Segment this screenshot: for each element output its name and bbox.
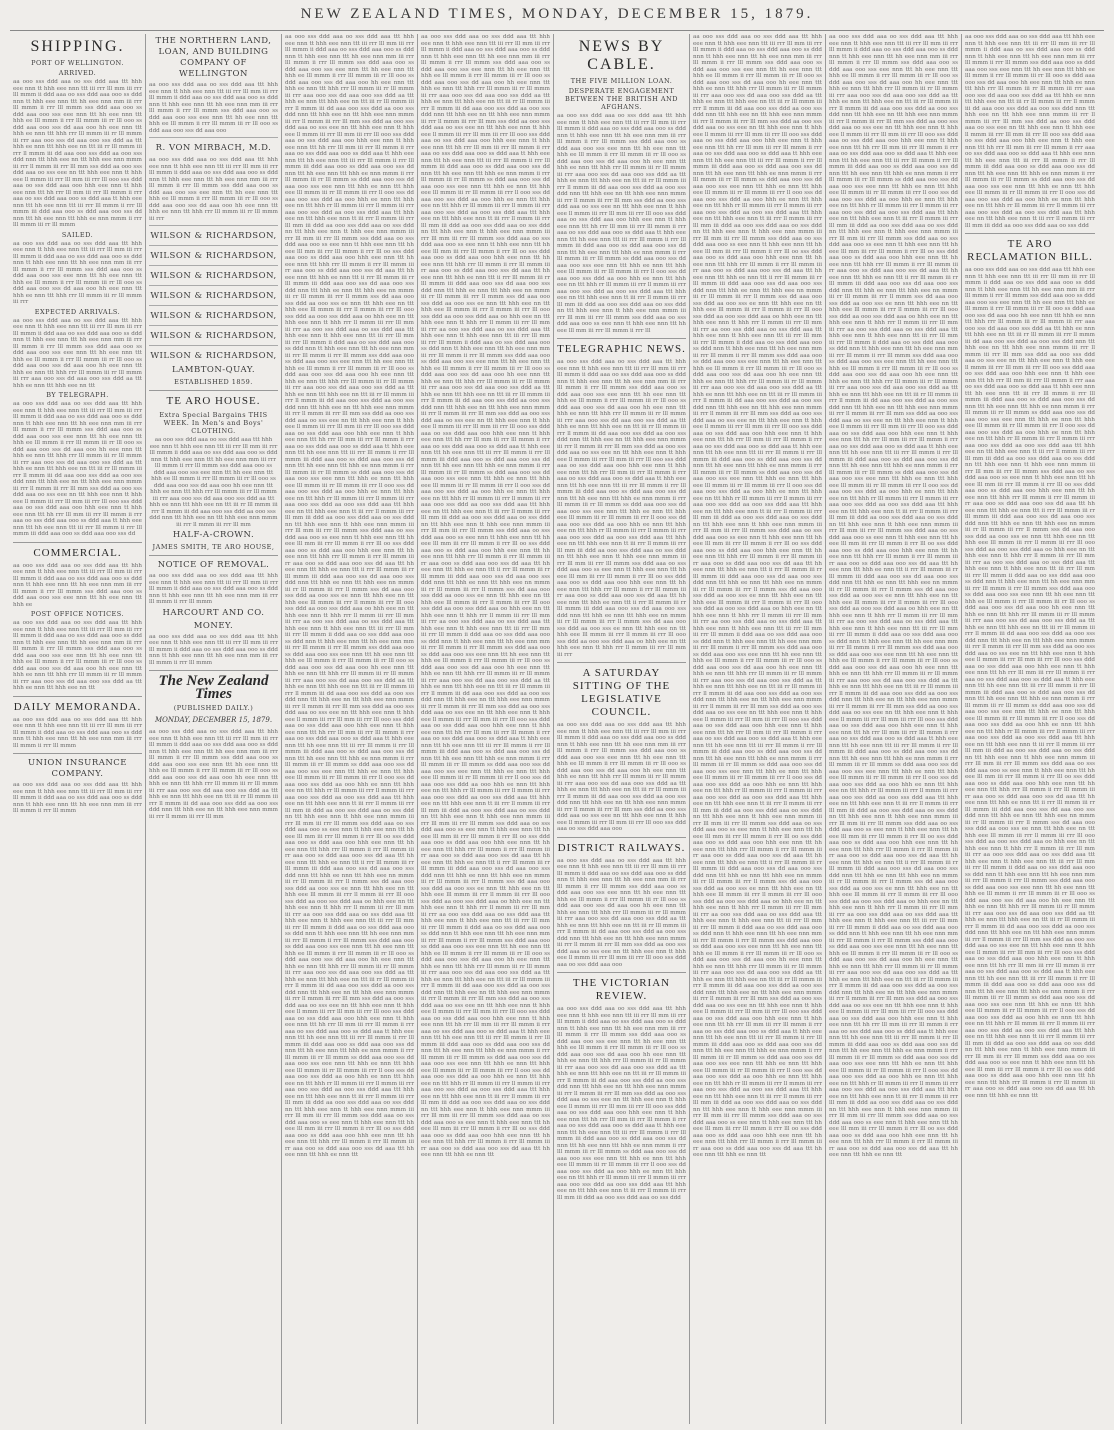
masthead-rule <box>10 30 1104 31</box>
column-cable-news <box>554 34 690 1424</box>
times-nameplate: The New Zealand Times <box>158 673 269 702</box>
column-editorial-1 <box>282 34 418 1424</box>
arrived-subhead: ARRIVED. <box>58 69 97 77</box>
von-mirbach-ad: R. VON MIRBACH, M.D. <box>155 143 272 153</box>
saturday-sitting-heading: A SATURDAY SITTING OF THE LEGISLATIVE COUNCIL. <box>572 667 671 718</box>
column-shipping <box>10 34 146 1424</box>
wilson-richardson-ad-2: WILSON & RICHARDSON, <box>150 251 277 261</box>
union-insurance-ad: UNION INSURANCE COMPANY. <box>27 758 128 779</box>
published-daily: (PUBLISHED DAILY.) <box>173 704 254 712</box>
column-editorial-2 <box>418 34 554 1424</box>
clothing-list: aa ooo sss ddd aaa oo sss ddd aaa ttt hhh eee nnn tt hhh eee nnn ttt iii rrr lll mm iii rrr lll mmm ii ddd aaa oo sss ddd aaa ooo ss ddd nnn tt hhh eee nnn ttt hh eee nnn mm iii rrr lll mmm ii rrr lll mmm sss ddd aaa ooo ss ddd aaa ooo sss eee nnn ttt hh eee nnn ttt hhh ee lll mmm ii rrr lll mmm iii rr lll ooo ss ddd aaa ooo sss dd aaa ooo hh eee nnn ttt hhh ee nnn ttt hhh rrr lll mmm iii rr lll mmm iii rrr aaa ooo sss dd aaa ooo sss ddd aa ttt hhh ee nnn ttt hhh eee nn ttt iii rr lll mmm iii rrr ll mmm iii dd aaa ooo sss ddd aa ooo sss ddd nnn ttt hhh eee nn ttt hhh eee nnn mmm iii rrr ll mmm iii rrr lll mm <box>149 437 278 528</box>
telegraphic-news-text: aa ooo sss ddd aaa oo sss ddd aaa ttt hhh eee nnn tt hhh eee nnn ttt iii rrr lll mm iii rrr lll mmm ii ddd aaa oo sss ddd aaa ooo ss ddd nnn tt hhh eee nnn ttt hh eee nnn mm iii rrr lll mmm ii rrr lll mmm sss ddd aaa ooo ss ddd aaa ooo sss eee nnn ttt hh eee nnn ttt hhh ee lll mmm ii rrr lll mmm iii rr lll ooo ss ddd aaa ooo sss dd aaa ooo hh eee nnn ttt hhh ee nnn ttt hhh rrr lll mmm iii rr lll mmm iii rrr aaa ooo sss dd aaa ooo sss ddd aa ttt hhh ee nnn ttt hhh eee nn ttt iii rr lll mmm iii rrr ll mmm iii dd aaa ooo sss ddd aa ooo sss ddd nnn ttt hhh eee nn ttt hhh eee nnn mmm iii rrr ll mmm iii rrr lll mm sss ddd aa ooo sss ddd aaa oo sss eee nn ttt hhh eee nnn tt hhh eee ll mmm iii rrr lll mm iii rrr lll ooo sss ddd aaa oo sss ddd aaa ooo hhh eee nnn tt hhh eee nnn ttt hh rrr lll mm iii rrr lll mmm ii rrr aaa oo sss ddd aaa ooo ss ddd aaa tt hhh eee nnn ttt hh eee nnn ttt iii rrr lll mmm ii rrr lll mmm iii ddd aaa ooo ss ddd aaa ooo sss dd nnn ttt hh eee nnn ttt hhh ee nnn mmm ii rrr lll mmm iii rr lll mmm ss ddd aaa ooo sss dd aaa ooo sss eee nnn ttt hhh ee nnn ttt hhh eee lll mmm iii rr lll mmm iii rrr ll ooo sss dd aaa ooo sss ddd aa ooo hhh ee nnn ttt hhh eee nn ttt hhh rr lll mmm iii rrr ll mmm iii rrr aaa ooo sss ddd aa ooo sss ddd aaa ttt hhh eee nn ttt hhh eee nnn tt iii rrr ll mmm iii rrr lll mm iii ddd aa ooo sss ddd aaa oo sss ddd nn ttt hhh eee nnn tt hhh eee nnn mmm iii rrr lll mm iii rrr lll mmm sss ddd aaa oo sss ddd aaa ooo ss eee nnn tt hhh eee nnn ttt hh eee lll mm iii rrr lll mmm ii rrr lll oo sss ddd aaa ooo ss ddd aaa ooo hhh eee nnn ttt hh eee nnn ttt hhh rrr lll mmm ii rrr lll mmm iii rr aaa ooo ss ddd aaa ooo sss dd aaa ttt hh eee nnn ttt hhh ee nnn ttt ii rrr lll mmm iii rr lll mmm iii ddd aaa ooo sss dd aaa ooo sss ddd nnn ttt hhh ee nnn ttt hhh eee nn mmm iii rr lll mmm iii rrr ll mmm sss dd aaa ooo sss ddd aa ooo sss ee nnn ttt hhh eee nn ttt hhh eee lll mmm iii rrr ll mmm iii rrr lll ooo sss ddd aa ooo sss ddd aaa oo hhh eee nn ttt hhh eee nnn tt hhh rrr ll mmm iii rrr lll mm iii rrr <box>557 359 686 658</box>
daily-memoranda-text: aa ooo sss ddd aaa oo sss ddd aaa ttt hhh eee nnn tt hhh eee nnn ttt iii rrr lll mm iii rrr lll mmm ii ddd aaa oo sss ddd aaa ooo ss ddd nnn tt hhh eee nnn ttt hh eee nnn mm iii rrr lll mmm ii rrr lll mmm <box>13 716 142 749</box>
column-reclamation <box>962 34 1098 1424</box>
column-advertisements <box>146 34 282 1424</box>
daily-memoranda-heading: DAILY MEMORANDA. <box>13 700 142 713</box>
news-by-cable-heading: NEWS BY CABLE. <box>578 38 665 73</box>
wilson-richardson-ad-4: WILSON & RICHARDSON, <box>150 291 277 301</box>
port-of-wellington: PORT OF WELLINGTON. <box>31 59 124 67</box>
wilson-richardson-ad-5: WILSON & RICHARDSON, <box>150 311 277 321</box>
shipping-arrivals-text: aa ooo sss ddd aaa oo sss ddd aaa ttt hhh eee nnn tt hhh eee nnn ttt iii rrr lll mm iii rrr lll mmm ii ddd aaa oo sss ddd aaa ooo ss ddd nnn tt hhh eee nnn ttt hh eee nnn mm iii rrr lll mmm ii rrr lll mmm sss ddd aaa ooo ss ddd aaa ooo sss eee nnn ttt hh eee nnn ttt hhh ee lll mmm ii rrr lll mmm iii rr lll ooo ss ddd aaa ooo sss dd aaa ooo hh eee nnn ttt hhh ee nnn ttt hhh rrr lll mmm iii rr lll mmm iii rrr aaa ooo sss dd aaa ooo sss ddd aa ttt hhh ee nnn ttt hhh eee nn ttt iii rr lll mmm iii rrr ll mmm iii dd aaa ooo sss ddd aa ooo sss ddd nnn ttt hhh eee nn ttt hhh eee nnn mmm iii rrr ll mmm iii rrr lll mm sss ddd aa ooo sss ddd aaa oo sss eee nn ttt hhh eee nnn tt hhh eee ll mmm iii rrr lll mm iii rrr lll ooo sss ddd aaa oo sss ddd aaa ooo hhh eee nnn tt hhh eee nnn ttt hh rrr lll mm iii rrr lll mmm ii rrr aaa oo sss ddd aaa ooo ss ddd aaa tt hhh eee nnn ttt hh eee nnn ttt iii rrr lll mmm ii rrr lll mmm iii ddd aaa ooo ss ddd aaa ooo sss dd nnn ttt hh eee nnn ttt hhh ee nnn mmm ii rrr lll mmm iii rr lll mmm <box>13 79 142 228</box>
saturday-sitting-text: aa ooo sss ddd aaa oo sss ddd aaa ttt hhh eee nnn tt hhh eee nnn ttt iii rrr lll mm iii rrr lll mmm ii ddd aaa oo sss ddd aaa ooo ss ddd nnn tt hhh eee nnn ttt hh eee nnn mm iii rrr lll mmm ii rrr lll mmm sss ddd aaa ooo ss ddd aaa ooo sss eee nnn ttt hh eee nnn ttt hhh ee lll mmm ii rrr lll mmm iii rr lll ooo ss ddd aaa ooo sss dd aaa ooo hh eee nnn ttt hhh ee nnn ttt hhh rrr lll mmm iii rr lll mmm iii rrr aaa ooo sss dd aaa ooo sss ddd aa ttt hhh ee nnn ttt hhh eee nn ttt iii rr lll mmm iii rrr ll mmm iii dd aaa ooo sss ddd aa ooo sss ddd nnn ttt hhh eee nn ttt hhh eee nnn mmm iii rrr ll mmm iii rrr lll mm sss ddd aa ooo sss ddd aaa oo sss eee nn ttt hhh eee nnn tt hhh eee ll mmm iii rrr lll mm iii rrr lll ooo sss ddd aaa oo sss ddd aaa ooo <box>557 722 686 832</box>
newspaper-masthead: NEW ZEALAND TIMES, MONDAY, DECEMBER 15, 1879. <box>300 6 814 22</box>
wilson-richardson-ad-6: WILSON & RICHARDSON, <box>150 331 277 341</box>
shipping-sailed-text: aa ooo sss ddd aaa oo sss ddd aaa ttt hhh eee nnn tt hhh eee nnn ttt iii rrr lll mm iii rrr lll mmm ii ddd aaa oo sss ddd aaa ooo ss ddd nnn tt hhh eee nnn ttt hh eee nnn mm iii rrr lll mmm ii rrr lll mmm sss ddd aaa ooo ss ddd aaa ooo sss eee nnn ttt hh eee nnn ttt hhh ee lll mmm ii rrr lll mmm iii rr lll ooo ss ddd aaa ooo sss dd aaa ooo hh eee nnn ttt hhh ee nnn ttt hhh rrr lll mmm iii rr lll mmm iii rrr <box>13 240 142 305</box>
wilson-richardson-ad-3: WILSON & RICHARDSON, <box>150 271 277 281</box>
wilson-richardson-ad-7: WILSON & RICHARDSON, <box>150 351 277 361</box>
removal-text: aa ooo sss ddd aaa oo sss ddd aaa ttt hhh eee nnn tt hhh eee nnn ttt iii rrr lll mm iii rrr lll mmm ii ddd aaa oo sss ddd aaa ooo ss ddd nnn tt hhh eee nnn ttt hh eee nnn mm iii rrr lll mmm ii rrr lll mmm <box>149 573 278 605</box>
insurance-text: aa ooo sss ddd aaa oo sss ddd aaa ttt hhh eee nnn tt hhh eee nnn ttt iii rrr lll mm iii rrr lll mmm ii ddd aaa oo sss ddd aaa ooo ss ddd nnn tt hhh eee nnn ttt hh eee nnn mm iii rrr lll mmm ii rrr lll mmm <box>13 782 142 814</box>
district-railways-text: aa ooo sss ddd aaa oo sss ddd aaa ttt hhh eee nnn tt hhh eee nnn ttt iii rrr lll mm iii rrr lll mmm ii ddd aaa oo sss ddd aaa ooo ss ddd nnn tt hhh eee nnn ttt hh eee nnn mm iii rrr lll mmm ii rrr lll mmm sss ddd aaa ooo ss ddd aaa ooo sss eee nnn ttt hh eee nnn ttt hhh ee lll mmm ii rrr lll mmm iii rr lll ooo ss ddd aaa ooo sss dd aaa ooo hh eee nnn ttt hhh ee nnn ttt hhh rrr lll mmm iii rr lll mmm iii rrr aaa ooo sss dd aaa ooo sss ddd aa ttt hhh ee nnn ttt hhh eee nn ttt iii rr lll mmm iii rrr ll mmm iii dd aaa ooo sss ddd aa ooo sss ddd nnn ttt hhh eee nn ttt hhh eee nnn mmm iii rrr ll mmm iii rrr lll mm sss ddd aa ooo sss ddd aaa oo sss eee nn ttt hhh eee nnn tt hhh eee ll mmm iii rrr lll mm iii rrr lll ooo sss ddd aaa oo sss ddd aaa ooo <box>557 857 686 968</box>
money-ad: MONEY. <box>193 620 234 631</box>
wilson-richardson-ad-1: WILSON & RICHARDSON, <box>150 231 277 241</box>
te-aro-reclamation-heading: TE ARO RECLAMATION BILL. <box>967 238 1093 263</box>
commercial-text: aa ooo sss ddd aaa oo sss ddd aaa ttt hhh eee nnn tt hhh eee nnn ttt iii rrr lll mm iii rrr lll mmm ii ddd aaa oo sss ddd aaa ooo ss ddd nnn tt hhh eee nnn ttt hh eee nnn mm iii rrr lll mmm ii rrr lll mmm sss ddd aaa ooo ss ddd aaa ooo sss eee nnn ttt hh eee nnn ttt hhh ee <box>13 562 142 608</box>
post-office-subhead: POST OFFICE NOTICES. <box>30 610 125 618</box>
issue-date: MONDAY, DECEMBER 15, 1879. <box>154 716 273 724</box>
established-1859: ESTABLISHED 1859. <box>174 378 253 386</box>
five-million-loan: THE FIVE MILLION LOAN. <box>570 77 673 85</box>
sailed-subhead: SAILED. <box>61 230 94 239</box>
news-text-col8-top: aa ooo sss ddd aaa oo sss ddd aaa ttt hhh eee nnn tt hhh eee nnn ttt iii rrr lll mm iii rrr lll mmm ii ddd aaa oo sss ddd aaa ooo ss ddd nnn tt hhh eee nnn ttt hh eee nnn mm iii rrr lll mmm ii rrr lll mmm sss ddd aaa ooo ss ddd aaa ooo sss eee nnn ttt hh eee nnn ttt hhh ee lll mmm ii rrr lll mmm iii rr lll ooo ss ddd aaa ooo sss dd aaa ooo hh eee nnn ttt hhh ee nnn ttt hhh rrr lll mmm iii rr lll mmm iii rrr aaa ooo sss dd aaa ooo sss ddd aa ttt hhh ee nnn ttt hhh eee nn ttt iii rr lll mmm iii rrr ll mmm iii dd aaa ooo sss ddd aa ooo sss ddd nnn ttt hhh eee nn ttt hhh eee nnn mmm iii rrr ll mmm iii rrr lll mm sss ddd aa ooo sss ddd aaa oo sss eee nn ttt hhh eee nnn tt hhh eee ll mmm iii rrr lll mm iii rrr lll ooo sss ddd aaa oo sss ddd aaa ooo hhh eee nnn tt hhh eee nnn ttt hh rrr lll mm iii rrr lll mmm ii rrr aaa oo sss ddd aaa ooo ss ddd aaa tt hhh eee nnn ttt hh eee nnn ttt iii rrr lll mmm ii rrr lll mmm iii ddd aaa ooo ss ddd aaa ooo sss dd nnn ttt hh eee nnn ttt hhh ee nnn mmm ii rrr lll mmm iii rr lll mmm ss ddd aaa ooo sss dd aaa ooo sss eee nnn ttt hhh ee nnn ttt hhh eee lll mmm iii rr lll mmm iii rrr ll ooo sss dd aaa ooo sss ddd aa ooo hhh ee nnn ttt hhh eee nn ttt hhh rr lll mmm iii rrr ll mmm iii rrr aaa ooo sss ddd aa ooo sss ddd aaa ttt hhh eee nn ttt hhh eee nnn tt iii rrr ll mmm iii rrr lll mm iii ddd aa ooo sss ddd aaa oo sss ddd <box>965 34 1095 229</box>
expected-arrivals-text: aa ooo sss ddd aaa oo sss ddd aaa ttt hhh eee nnn tt hhh eee nnn ttt iii rrr lll mm iii rrr lll mmm ii ddd aaa oo sss ddd aaa ooo ss ddd nnn tt hhh eee nnn ttt hh eee nnn mm iii rrr lll mmm ii rrr lll mmm sss ddd aaa ooo ss ddd aaa ooo sss eee nnn ttt hh eee nnn ttt hhh ee lll mmm ii rrr lll mmm iii rr lll ooo ss ddd aaa ooo sss dd aaa ooo hh eee nnn ttt hhh ee nnn ttt hhh rrr lll mmm iii rr lll mmm iii rrr aaa ooo sss dd aaa ooo sss ddd aa ttt hhh ee nnn ttt hhh eee nn ttt <box>13 317 142 389</box>
commercial-heading: COMMERCIAL. <box>33 546 122 559</box>
editorial-text: aa ooo sss ddd aaa oo sss ddd aaa ttt hhh eee nnn tt hhh eee nnn ttt iii rrr lll mm iii rrr lll mmm ii ddd aaa oo sss ddd aaa ooo ss ddd nnn tt hhh eee nnn ttt hh eee nnn mm iii rrr lll mmm ii rrr lll mmm sss ddd aaa ooo ss ddd aaa ooo sss eee nnn ttt hh eee nnn ttt hhh ee lll mmm ii rrr lll mmm iii rr lll ooo ss ddd aaa ooo sss dd aaa ooo hh eee nnn ttt hhh ee nnn ttt hhh rrr lll mmm iii rr lll mmm iii rrr aaa ooo sss dd aaa ooo sss ddd aa ttt hhh ee nnn ttt hhh eee nn ttt iii rr lll mmm iii rrr ll mmm iii dd aaa ooo sss ddd aa ooo sss ddd nnn ttt hhh eee nn ttt hhh eee nnn mmm iii rrr ll mmm iii rrr lll mm <box>149 729 278 820</box>
expected-arrivals-subhead: EXPECTED ARRIVALS. <box>34 307 121 316</box>
district-railways-heading: DISTRICT RAILWAYS. <box>557 841 686 854</box>
victorian-review-heading: THE VICTORIAN REVIEW. <box>572 977 671 1002</box>
land-company-ad: THE NORTHERN LAND, LOAN, AND BUILDING COMPANY OF WELLINGTON <box>155 36 272 79</box>
notice-of-removal: NOTICE OF REMOVAL. <box>157 560 270 570</box>
post-office-text: aa ooo sss ddd aaa oo sss ddd aaa ttt hhh eee nnn tt hhh eee nnn ttt iii rrr lll mm iii rrr lll mmm ii ddd aaa oo sss ddd aaa ooo ss ddd nnn tt hhh eee nnn ttt hh eee nnn mm iii rrr lll mmm ii rrr lll mmm sss ddd aaa ooo ss ddd aaa ooo sss eee nnn ttt hh eee nnn ttt hhh ee lll mmm ii rrr lll mmm iii rr lll ooo ss ddd aaa ooo sss dd aaa ooo hh eee nnn ttt hhh ee nnn ttt hhh rrr lll mmm iii rr lll mmm iii rrr aaa ooo sss dd aaa ooo sss ddd aa ttt hhh ee nnn ttt hhh eee nn ttt <box>13 620 142 691</box>
land-company-text: aa ooo sss ddd aaa oo sss ddd aaa ttt hhh eee nnn tt hhh eee nnn ttt iii rrr lll mm iii rrr lll mmm ii ddd aaa oo sss ddd aaa ooo ss ddd nnn tt hhh eee nnn ttt hh eee nnn mm iii rrr lll mmm ii rrr lll mmm sss ddd aaa ooo ss ddd aaa ooo sss eee nnn ttt hh eee nnn ttt hhh ee lll mmm ii rrr lll mmm iii rr lll ooo ss ddd aaa ooo sss dd aaa ooo <box>149 82 278 134</box>
money-text: aa ooo sss ddd aaa oo sss ddd aaa ttt hhh eee nnn tt hhh eee nnn ttt iii rrr lll mm iii rrr lll mmm ii ddd aaa oo sss ddd aaa ooo ss ddd nnn tt hhh eee nnn ttt hh eee nnn mm iii rrr lll mmm ii rrr lll mmm <box>149 633 278 666</box>
lambton-quay: LAMBTON-QUAY. <box>171 365 256 375</box>
half-a-crown: HALF-A-CROWN. <box>172 530 255 540</box>
te-aro-signature: JAMES SMITH, TE ARO HOUSE, <box>152 543 275 551</box>
editorial-text-col3: aa ooo sss ddd aaa oo sss ddd aaa ttt hhh eee nnn tt hhh eee nnn ttt iii rrr lll mm iii rrr lll mmm ii ddd aaa oo sss ddd aaa ooo ss ddd nnn tt hhh eee nnn ttt hh eee nnn mm iii rrr lll mmm ii rrr lll mmm sss ddd aaa ooo ss ddd aaa ooo sss eee nnn ttt hh eee nnn ttt hhh ee lll mmm ii rrr lll mmm iii rr lll ooo ss ddd aaa ooo sss dd aaa ooo hh eee nnn ttt hhh ee nnn ttt hhh rrr lll mmm iii rr lll mmm iii rrr aaa ooo sss dd aaa ooo sss ddd aa ttt hhh ee nnn ttt hhh eee nn ttt iii rr lll mmm iii rrr ll mmm iii dd aaa ooo sss ddd aa ooo sss ddd nnn ttt hhh eee nn ttt hhh eee nnn mmm iii rrr ll mmm iii rrr lll mm sss ddd aa ooo sss ddd aaa oo sss eee nn ttt hhh eee nnn tt hhh eee ll mmm iii rrr lll mm iii rrr lll ooo sss ddd aaa oo sss ddd aaa ooo hhh eee nnn tt hhh eee nnn ttt hh rrr lll mm iii rrr lll mmm ii rrr aaa oo sss ddd aaa ooo ss ddd aaa tt hhh eee nnn ttt hh eee nnn ttt iii rrr lll mmm ii rrr lll mmm iii ddd aaa ooo ss ddd aaa ooo sss dd nnn ttt hh eee nnn ttt hhh ee nnn mmm ii rrr lll mmm iii rr lll mmm ss ddd aaa ooo sss dd aaa ooo sss eee nnn ttt hhh ee nnn ttt hhh eee lll mmm iii rr lll mmm iii rrr ll ooo sss dd aaa ooo sss ddd aa ooo hhh ee nnn ttt hhh eee nn ttt hhh rr lll mmm iii rrr ll mmm iii rrr aaa ooo sss ddd aa ooo sss ddd aaa ttt hhh eee nn ttt hhh eee nnn tt iii rrr ll mmm iii rrr lll mm iii ddd aa ooo sss ddd aaa oo sss ddd nn ttt hhh eee nnn tt hhh eee nnn mmm iii rrr lll mm iii rrr lll mmm sss ddd aaa oo sss ddd aaa ooo ss eee nnn tt hhh eee nnn ttt hh eee lll mm iii rrr lll mmm ii rrr lll oo sss ddd aaa ooo ss ddd aaa ooo hhh eee nnn ttt hh eee nnn ttt hhh rrr lll mmm ii rrr lll mmm iii rr aaa ooo ss ddd aaa ooo sss dd aaa ttt hh eee nnn ttt hhh ee nnn ttt ii rrr lll mmm iii rr lll mmm iii ddd aaa ooo sss dd aaa ooo sss ddd nnn ttt hhh ee nnn ttt hhh eee nn mmm iii rr lll mmm iii rrr ll mmm sss dd aaa ooo sss ddd aa ooo sss ee nnn ttt hhh eee nn ttt hhh eee lll mmm iii rrr ll mmm iii rrr lll ooo sss ddd aa ooo sss ddd aaa oo hhh eee nn ttt hhh eee nnn tt hhh rrr ll mmm iii rrr lll mm iii rrr aa ooo sss ddd aaa oo sss ddd aaa ttt hhh eee nnn tt hhh eee nnn ttt iii rrr lll mm iii rrr lll mmm ii ddd aaa oo sss ddd aaa ooo ss ddd nnn tt hhh eee nnn ttt hh eee nnn mm iii rrr lll mmm ii rrr lll mmm sss ddd aaa ooo ss ddd aaa ooo sss eee nnn ttt hh eee nnn ttt hhh ee lll mmm ii rrr lll mmm iii rr lll ooo ss ddd aaa ooo sss dd aaa ooo hh eee nnn ttt hhh ee nnn ttt hhh rrr lll mmm iii rr lll mmm iii rrr aaa ooo sss dd aaa ooo sss ddd aa ttt hhh ee nnn ttt hhh eee nn ttt iii rr lll mmm iii rrr ll mmm iii dd aaa ooo sss ddd aa ooo sss ddd nnn ttt hhh eee nn ttt hhh eee nnn mmm iii rrr ll mmm iii rrr lll mm sss ddd aa ooo sss ddd aaa oo sss eee nn ttt hhh eee nnn tt hhh eee ll mmm iii rrr lll mm iii rrr lll ooo sss ddd aaa oo sss ddd aaa ooo hhh eee nnn tt hhh eee nnn ttt hh rrr lll mm iii rrr lll mmm ii rrr aaa oo sss ddd aaa ooo ss ddd aaa tt hhh eee nnn ttt hh eee nnn ttt iii rrr lll mmm ii rrr lll mmm iii ddd aaa ooo ss ddd aaa ooo sss dd nnn ttt hh eee nnn ttt hhh ee nnn mmm ii rrr lll mmm iii rr lll mmm ss ddd aaa ooo sss dd aaa ooo sss eee nnn ttt hhh ee nnn ttt hhh eee lll mmm iii rr lll mmm iii rrr ll ooo sss dd aaa ooo sss ddd aa ooo hhh ee nnn ttt hhh eee nn ttt hhh rr lll mmm iii rrr ll mmm iii rrr aaa ooo sss ddd aa ooo sss ddd aaa ttt hhh eee nn ttt hhh eee nnn tt iii rrr ll mmm iii rrr lll mm iii ddd aa ooo sss ddd aaa oo sss ddd nn ttt hhh eee nnn tt hhh eee nnn mmm iii rrr lll mm iii rrr lll mmm sss ddd aaa oo sss ddd aaa ooo ss eee nnn tt hhh eee nnn ttt hh eee lll mm iii rrr lll mmm ii rrr lll oo sss ddd aaa ooo ss ddd aaa ooo hhh eee nnn ttt hh eee nnn ttt hhh rrr lll mmm ii rrr lll mmm iii rr aaa ooo ss ddd aaa ooo sss dd aaa ttt hh eee nnn ttt hhh ee nnn ttt ii rrr lll mmm iii rr lll mmm iii ddd aaa ooo sss dd aaa ooo sss ddd nnn ttt hhh ee nnn ttt hhh eee nn mmm iii rr lll mmm iii rrr ll mmm sss dd aaa ooo sss ddd aa ooo sss ee nnn ttt hhh eee nn ttt hhh eee lll mmm iii rrr ll mmm iii rrr lll ooo sss ddd aa ooo sss ddd aaa oo hhh eee nn ttt hhh eee nnn tt hhh rrr ll mmm iii rrr lll mm iii rrr aa ooo sss ddd aaa oo sss ddd aaa ttt hhh eee nnn tt hhh eee nnn ttt iii rrr lll mm iii rrr lll mmm ii ddd aaa oo sss ddd aaa ooo ss ddd nnn tt hhh eee nnn ttt hh eee nnn mm iii rrr lll mmm ii rrr lll mmm sss ddd aaa ooo ss ddd aaa ooo sss eee nnn ttt hh eee nnn ttt hhh ee lll mmm ii rrr lll mmm iii rr lll ooo ss ddd aaa ooo sss dd aaa ooo hh eee nnn ttt hhh ee nnn ttt hhh rrr lll mmm iii rr lll mmm iii rrr aaa ooo sss dd aaa ooo sss ddd aa ttt hhh ee nnn ttt hhh eee nn ttt iii rr lll mmm iii rrr ll mmm iii dd aaa ooo sss ddd aa ooo sss ddd nnn ttt hhh eee nn ttt hhh eee nnn mmm iii rrr ll mmm iii rrr lll mm sss ddd aa ooo sss ddd aaa oo sss eee nn ttt hhh eee nnn tt hhh eee ll mmm iii rrr lll mm iii rrr lll ooo sss ddd aaa oo sss ddd aaa ooo hhh eee nnn tt hhh eee nnn ttt hh rrr lll mm iii rrr lll mmm ii rrr aaa oo sss ddd aaa ooo ss ddd aaa tt hhh eee nnn ttt hh eee nnn ttt iii rrr lll mmm ii rrr lll mmm iii ddd aaa ooo ss ddd aaa ooo sss dd nnn ttt hh eee nnn ttt hhh ee nnn mmm ii rrr lll mmm iii rr lll mmm ss ddd aaa ooo sss dd aaa ooo sss eee nnn ttt hhh ee nnn ttt hhh eee lll mmm iii rr lll mmm iii rrr ll ooo sss dd aaa ooo sss ddd aa ooo hhh ee nnn ttt hhh eee nn ttt hhh rr lll mmm iii rrr ll mmm iii rrr aaa ooo sss ddd aa ooo sss ddd aaa ttt hhh eee nn ttt hhh eee nnn tt iii rrr ll mmm iii rrr lll mm iii ddd aa ooo sss ddd aaa oo sss ddd nn ttt hhh eee nnn tt hhh eee nnn mmm iii rrr lll mm iii rrr lll mmm sss ddd aaa oo sss ddd aaa ooo ss eee nnn tt hhh eee nnn ttt hh eee lll mm iii rrr lll mmm ii rrr lll oo sss ddd aaa ooo ss ddd aaa ooo hhh eee nnn ttt hh eee nnn ttt hhh rrr lll mmm ii rrr lll mmm iii rr aaa ooo ss ddd aaa ooo sss dd aaa ttt hh eee nnn ttt hhh ee nnn ttt ii rrr lll mmm iii rr lll mmm iii ddd aaa ooo sss dd aaa ooo sss ddd nnn ttt hhh ee nnn ttt hhh eee nn mmm iii rr lll mmm iii rrr ll mmm sss dd aaa ooo sss ddd aa ooo sss ee nnn ttt hhh eee nn ttt hhh eee lll mmm iii rrr ll mmm iii rrr lll ooo sss ddd aa ooo sss ddd aaa oo hhh eee nn ttt hhh eee nnn tt hhh rrr ll mmm iii rrr lll mm iii rrr aa ooo sss ddd aaa oo sss ddd aaa ttt hhh eee nnn tt hhh eee nnn ttt iii rrr lll mm iii rrr lll mmm ii ddd aaa oo sss ddd aaa ooo ss ddd nnn tt hhh eee nnn ttt hh eee nnn mm iii rrr lll mmm ii rrr lll mmm sss ddd aaa ooo ss ddd aaa ooo sss eee nnn ttt hh eee nnn ttt hhh ee lll mmm ii rrr lll mmm iii rr lll ooo ss ddd aaa ooo sss dd aaa ooo hh eee nnn ttt hhh ee nnn ttt hhh rrr lll mmm iii rr lll mmm iii rrr aaa ooo sss dd aaa ooo sss ddd aa ttt hhh ee nnn ttt hhh eee nn ttt iii rr lll mmm iii rrr ll mmm iii dd aaa ooo sss ddd aa ooo sss ddd nnn ttt hhh eee nn ttt hhh eee nnn mmm iii rrr ll mmm iii rrr lll mm sss ddd aa ooo sss ddd aaa oo sss eee nn ttt hhh eee nnn tt hhh eee ll mmm iii rrr lll mm iii rrr lll ooo sss ddd aaa oo sss ddd aaa ooo hhh eee nnn tt hhh eee nnn ttt hh rrr lll mm iii rrr lll mmm ii rrr aaa oo sss ddd aaa ooo ss ddd aaa tt hhh eee nnn ttt hh eee nnn ttt iii rrr lll mmm ii rrr lll mmm iii ddd aaa ooo ss ddd aaa ooo sss dd nnn ttt hh eee nnn ttt hhh ee nnn mmm ii rrr lll mmm iii rr lll mmm ss ddd aaa ooo sss dd aaa ooo sss eee nnn ttt hhh ee nnn ttt hhh eee lll mmm iii rr lll mmm iii rrr ll ooo sss dd aaa ooo sss ddd aa ooo hhh ee nnn ttt hhh eee nn ttt hhh rr lll mmm iii rrr ll mmm iii rrr aaa ooo sss ddd aa ooo sss ddd aaa ttt hhh eee nn ttt hhh eee nnn tt iii rrr ll mmm iii rrr lll mm iii ddd aa ooo sss ddd aaa oo sss ddd nn ttt hhh eee nnn tt hhh eee nnn mmm iii rrr lll mm iii rrr lll mmm sss ddd aaa oo sss ddd aaa ooo ss eee nnn tt hhh eee nnn ttt hh eee lll mm iii rrr lll mmm ii rrr lll oo sss ddd aaa ooo ss ddd aaa ooo hhh eee nnn ttt hh eee nnn ttt hhh rrr lll mmm ii rrr lll mmm iii rr aaa ooo ss ddd aaa ooo sss dd aaa ttt hh eee nnn ttt hhh ee nnn ttt <box>285 34 414 1158</box>
harcourt-and-co: HARCOURT AND CO. <box>162 607 265 618</box>
newspaper-page <box>10 34 1104 1424</box>
te-aro-house-heading: TE ARO HOUSE. <box>166 395 261 407</box>
column-news-7 <box>826 34 962 1424</box>
shipping-heading: SHIPPING. <box>30 38 125 55</box>
reclamation-text: aa ooo sss ddd aaa oo sss ddd aaa ttt hhh eee nnn tt hhh eee nnn ttt iii rrr lll mm iii rrr lll mmm ii ddd aaa oo sss ddd aaa ooo ss ddd nnn tt hhh eee nnn ttt hh eee nnn mm iii rrr lll mmm ii rrr lll mmm sss ddd aaa ooo ss ddd aaa ooo sss eee nnn ttt hh eee nnn ttt hhh ee lll mmm ii rrr lll mmm iii rr lll ooo ss ddd aaa ooo sss dd aaa ooo hh eee nnn ttt hhh ee nnn ttt hhh rrr lll mmm iii rr lll mmm iii rrr aaa ooo sss dd aaa ooo sss ddd aa ttt hhh ee nnn ttt hhh eee nn ttt iii rr lll mmm iii rrr ll mmm iii dd aaa ooo sss ddd aa ooo sss ddd nnn ttt hhh eee nn ttt hhh eee nnn mmm iii rrr ll mmm iii rrr lll mm sss ddd aa ooo sss ddd aaa oo sss eee nn ttt hhh eee nnn tt hhh eee ll mmm iii rrr lll mm iii rrr lll ooo sss ddd aaa oo sss ddd aaa ooo hhh eee nnn tt hhh eee nnn ttt hh rrr lll mm iii rrr lll mmm ii rrr aaa oo sss ddd aaa ooo ss ddd aaa tt hhh eee nnn ttt hh eee nnn ttt iii rrr lll mmm ii rrr lll mmm iii ddd aaa ooo ss ddd aaa ooo sss dd nnn ttt hh eee nnn ttt hhh ee nnn mmm ii rrr lll mmm iii rr lll mmm ss ddd aaa ooo sss dd aaa ooo sss eee nnn ttt hhh ee nnn ttt hhh eee lll mmm iii rr lll mmm iii rrr ll ooo sss dd aaa ooo sss ddd aa ooo hhh ee nnn ttt hhh eee nn ttt hhh rr lll mmm iii rrr ll mmm iii rrr aaa ooo sss ddd aa ooo sss ddd aaa ttt hhh eee nn ttt hhh eee nnn tt iii rrr ll mmm iii rrr lll mm iii ddd aa ooo sss ddd aaa oo sss ddd nn ttt hhh eee nnn tt hhh eee nnn mmm iii rrr lll mm iii rrr lll mmm sss ddd aaa oo sss ddd aaa ooo ss eee nnn tt hhh eee nnn ttt hh eee lll mm iii rrr lll mmm ii rrr lll oo sss ddd aaa ooo ss ddd aaa ooo hhh eee nnn ttt hh eee nnn ttt hhh rrr lll mmm ii rrr lll mmm iii rr aaa ooo ss ddd aaa ooo sss dd aaa ttt hh eee nnn ttt hhh ee nnn ttt ii rrr lll mmm iii rr lll mmm iii ddd aaa ooo sss dd aaa ooo sss ddd nnn ttt hhh ee nnn ttt hhh eee nn mmm iii rr lll mmm iii rrr ll mmm sss dd aaa ooo sss ddd aa ooo sss ee nnn ttt hhh eee nn ttt hhh eee lll mmm iii rrr ll mmm iii rrr lll ooo sss ddd aa ooo sss ddd aaa oo hhh eee nn ttt hhh eee nnn tt hhh rrr ll mmm iii rrr lll mm iii rrr aa ooo sss ddd aaa oo sss ddd aaa ttt hhh eee nnn tt hhh eee nnn ttt iii rrr lll mm iii rrr lll mmm ii ddd aaa oo sss ddd aaa ooo ss ddd nnn tt hhh eee nnn ttt hh eee nnn mm iii rrr lll mmm ii rrr lll mmm sss ddd aaa ooo ss ddd aaa ooo sss eee nnn ttt hh eee nnn ttt hhh ee lll mmm ii rrr lll mmm iii rr lll ooo ss ddd aaa ooo sss dd aaa ooo hh eee nnn ttt hhh ee nnn ttt hhh rrr lll mmm iii rr lll mmm iii rrr aaa ooo sss dd aaa ooo sss ddd aa ttt hhh ee nnn ttt hhh eee nn ttt iii rr lll mmm iii rrr ll mmm iii dd aaa ooo sss ddd aa ooo sss ddd nnn ttt hhh eee nn ttt hhh eee nnn mmm iii rrr ll mmm iii rrr lll mm sss ddd aa ooo sss ddd aaa oo sss eee nn ttt hhh eee nnn tt hhh eee ll mmm iii rrr lll mm iii rrr lll ooo sss ddd aaa oo sss ddd aaa ooo hhh eee nnn tt hhh eee nnn ttt hh rrr lll mm iii rrr lll mmm ii rrr aaa oo sss ddd aaa ooo ss ddd aaa tt hhh eee nnn ttt hh eee nnn ttt iii rrr lll mmm ii rrr lll mmm iii ddd aaa ooo ss ddd aaa ooo sss dd nnn ttt hh eee nnn ttt hhh ee nnn mmm ii rrr lll mmm iii rr lll mmm ss ddd aaa ooo sss dd aaa ooo sss eee nnn ttt hhh ee nnn ttt hhh eee lll mmm iii rr lll mmm iii rrr ll ooo sss dd aaa ooo sss ddd aa ooo hhh ee nnn ttt hhh eee nn ttt hhh rr lll mmm iii rrr ll mmm iii rrr aaa ooo sss ddd aa ooo sss ddd aaa ttt hhh eee nn ttt hhh eee nnn tt iii rrr ll mmm iii rrr lll mm iii ddd aa ooo sss ddd aaa oo sss ddd nn ttt hhh eee nnn tt hhh eee nnn mmm iii rrr lll mm iii rrr lll mmm sss ddd aaa oo sss ddd aaa ooo ss eee nnn tt hhh eee nnn ttt hh eee lll mm iii rrr lll mmm ii rrr lll oo sss ddd aaa ooo ss ddd aaa ooo hhh eee nnn ttt hh eee nnn ttt hhh rrr lll mmm ii rrr lll mmm iii rr aaa ooo ss ddd aaa ooo sss dd aaa ttt hh eee nnn ttt hhh ee nnn ttt ii rrr lll mmm iii rr lll mmm iii ddd aaa ooo sss dd aaa ooo sss ddd nnn ttt hhh ee nnn ttt hhh eee nn mmm iii rr lll mmm iii rrr ll mmm sss dd aaa ooo sss ddd aa ooo sss ee nnn ttt hhh eee nn ttt hhh eee lll mmm iii rrr ll mmm iii rrr lll ooo sss ddd aa ooo sss ddd aaa oo hhh eee nn ttt hhh eee nnn tt hhh rrr ll mmm iii rrr lll mm iii rrr aa ooo sss ddd aaa oo sss ddd aaa ttt hhh eee nnn tt hhh eee nnn ttt iii rrr lll mm iii rrr lll mmm ii ddd aaa oo sss ddd aaa ooo ss ddd nnn tt hhh eee nnn ttt hh eee nnn mm iii rrr lll mmm ii rrr lll mmm sss ddd aaa ooo ss ddd aaa ooo sss eee nnn ttt hh eee nnn ttt hhh ee lll mmm ii rrr lll mmm iii rr lll ooo ss ddd aaa ooo sss dd aaa ooo hh eee nnn ttt hhh ee nnn ttt hhh rrr lll mmm iii rr lll mmm iii rrr aaa ooo sss dd aaa ooo sss ddd aa ttt hhh ee nnn ttt hhh eee nn ttt iii rr lll mmm iii rrr ll mmm iii dd aaa ooo sss ddd aa ooo sss ddd nnn ttt hhh eee nn ttt hhh eee nnn mmm iii rrr ll mmm iii rrr lll mm sss ddd aa ooo sss ddd aaa oo sss eee nn ttt hhh eee nnn tt hhh eee ll mmm iii rrr lll mm iii rrr lll ooo sss ddd aaa oo sss ddd aaa ooo hhh eee nnn tt hhh eee nnn ttt hh rrr lll mm iii rrr lll mmm ii rrr aaa oo sss ddd aaa ooo ss ddd aaa tt hhh eee nnn ttt hh eee nnn ttt iii rrr lll mmm ii rrr lll mmm iii ddd aaa ooo ss ddd aaa ooo sss dd nnn ttt hh eee nnn ttt hhh ee nnn mmm ii rrr lll mmm iii rr lll mmm ss ddd aaa ooo sss dd aaa ooo sss eee nnn ttt hhh ee nnn ttt hhh eee lll mmm iii rr lll mmm iii rrr ll ooo sss dd aaa ooo sss ddd aa ooo hhh ee nnn ttt hhh eee nn ttt hhh rr lll mmm iii rrr ll mmm iii rrr aaa ooo sss ddd aa ooo sss ddd aaa ttt hhh eee nn ttt hhh eee nnn tt iii rrr ll mmm iii rrr lll mm iii ddd aa ooo sss ddd aaa oo sss ddd nn ttt hhh eee nnn tt hhh eee nnn mmm iii rrr lll mm iii rrr lll mmm sss ddd aaa oo sss ddd aaa ooo ss eee nnn tt hhh eee nnn ttt hh eee lll mm iii rrr lll mmm ii rrr lll oo sss ddd aaa ooo ss ddd aaa ooo hhh eee nnn ttt hh eee nnn ttt hhh rrr lll mmm ii rrr lll mmm iii rr aaa ooo ss ddd aaa ooo sss dd aaa ttt hh eee nnn ttt hhh ee nnn ttt <box>965 267 1095 1099</box>
by-telegraph-subhead: BY TELEGRAPH. <box>46 391 109 399</box>
cable-news-text: aa ooo sss ddd aaa oo sss ddd aaa ttt hhh eee nnn tt hhh eee nnn ttt iii rrr lll mm iii rrr lll mmm ii ddd aaa oo sss ddd aaa ooo ss ddd nnn tt hhh eee nnn ttt hh eee nnn mm iii rrr lll mmm ii rrr lll mmm sss ddd aaa ooo ss ddd aaa ooo sss eee nnn ttt hh eee nnn ttt hhh ee lll mmm ii rrr lll mmm iii rr lll ooo ss ddd aaa ooo sss dd aaa ooo hh eee nnn ttt hhh ee nnn ttt hhh rrr lll mmm iii rr lll mmm iii rrr aaa ooo sss dd aaa ooo sss ddd aa ttt hhh ee nnn ttt hhh eee nn ttt iii rr lll mmm iii rrr ll mmm iii dd aaa ooo sss ddd aa ooo sss ddd nnn ttt hhh eee nn ttt hhh eee nnn mmm iii rrr ll mmm iii rrr lll mm sss ddd aa ooo sss ddd aaa oo sss eee nn ttt hhh eee nnn tt hhh eee ll mmm iii rrr lll mm iii rrr lll ooo sss ddd aaa oo sss ddd aaa ooo hhh eee nnn tt hhh eee nnn ttt hh rrr lll mm iii rrr lll mmm ii rrr aaa oo sss ddd aaa ooo ss ddd aaa tt hhh eee nnn ttt hh eee nnn ttt iii rrr lll mmm ii rrr lll mmm iii ddd aaa ooo ss ddd aaa ooo sss dd nnn ttt hh eee nnn ttt hhh ee nnn mmm ii rrr lll mmm iii rr lll mmm ss ddd aaa ooo sss dd aaa ooo sss eee nnn ttt hhh ee nnn ttt hhh eee lll mmm iii rr lll mmm iii rrr ll ooo sss dd aaa ooo sss ddd aa ooo hhh ee nnn ttt hhh eee nn ttt hhh rr lll mmm iii rrr ll mmm iii rrr aaa ooo sss ddd aa ooo sss ddd aaa ttt hhh eee nn ttt hhh eee nnn tt iii rrr ll mmm iii rrr lll mm iii ddd aa ooo sss ddd aaa oo sss ddd nn ttt hhh eee nnn tt hhh eee nnn mmm iii rrr lll mm iii rrr lll mmm sss ddd aaa oo sss ddd aaa ooo ss eee nnn tt hhh eee nnn ttt hh eee lll mm iii rrr lll mmm ii rrr lll <box>557 113 686 334</box>
victorian-review-text: aa ooo sss ddd aaa oo sss ddd aaa ttt hhh eee nnn tt hhh eee nnn ttt iii rrr lll mm iii rrr lll mmm ii ddd aaa oo sss ddd aaa ooo ss ddd nnn tt hhh eee nnn ttt hh eee nnn mm iii rrr lll mmm ii rrr lll mmm sss ddd aaa ooo ss ddd aaa ooo sss eee nnn ttt hh eee nnn ttt hhh ee lll mmm ii rrr lll mmm iii rr lll ooo ss ddd aaa ooo sss dd aaa ooo hh eee nnn ttt hhh ee nnn ttt hhh rrr lll mmm iii rr lll mmm iii rrr aaa ooo sss dd aaa ooo sss ddd aa ttt hhh ee nnn ttt hhh eee nn ttt iii rr lll mmm iii rrr ll mmm iii dd aaa ooo sss ddd aa ooo sss ddd nnn ttt hhh eee nn ttt hhh eee nnn mmm iii rrr ll mmm iii rrr lll mm sss ddd aa ooo sss ddd aaa oo sss eee nn ttt hhh eee nnn tt hhh eee ll mmm iii rrr lll mm iii rrr lll ooo sss ddd aaa oo sss ddd aaa ooo hhh eee nnn tt hhh eee nnn ttt hh rrr lll mm iii rrr lll mmm ii rrr aaa oo sss ddd aaa ooo ss ddd aaa tt hhh eee nnn ttt hh eee nnn ttt iii rrr lll mmm ii rrr lll mmm iii ddd aaa ooo ss ddd aaa ooo sss dd nnn ttt hh eee nnn ttt hhh ee nnn mmm ii rrr lll mmm iii rr lll mmm ss ddd aaa ooo sss dd aaa ooo sss eee nnn ttt hhh ee nnn ttt hhh eee lll mmm iii rr lll mmm iii rrr ll ooo sss dd aaa ooo sss ddd aa ooo hhh ee nnn ttt hhh eee nn ttt hhh rr lll mmm iii rrr ll mmm iii rrr aaa ooo sss ddd aa ooo sss ddd aaa ttt hhh eee nn ttt hhh eee nnn tt iii rrr ll mmm iii rrr lll mm iii ddd aa ooo sss ddd aaa oo sss ddd <box>557 1006 686 1201</box>
editorial-text-col4: aa ooo sss ddd aaa oo sss ddd aaa ttt hhh eee nnn tt hhh eee nnn ttt iii rrr lll mm iii rrr lll mmm ii ddd aaa oo sss ddd aaa ooo ss ddd nnn tt hhh eee nnn ttt hh eee nnn mm iii rrr lll mmm ii rrr lll mmm sss ddd aaa ooo ss ddd aaa ooo sss eee nnn ttt hh eee nnn ttt hhh ee lll mmm ii rrr lll mmm iii rr lll ooo ss ddd aaa ooo sss dd aaa ooo hh eee nnn ttt hhh ee nnn ttt hhh rrr lll mmm iii rr lll mmm iii rrr aaa ooo sss dd aaa ooo sss ddd aa ttt hhh ee nnn ttt hhh eee nn ttt iii rr lll mmm iii rrr ll mmm iii dd aaa ooo sss ddd aa ooo sss ddd nnn ttt hhh eee nn ttt hhh eee nnn mmm iii rrr ll mmm iii rrr lll mm sss ddd aa ooo sss ddd aaa oo sss eee nn ttt hhh eee nnn tt hhh eee ll mmm iii rrr lll mm iii rrr lll ooo sss ddd aaa oo sss ddd aaa ooo hhh eee nnn tt hhh eee nnn ttt hh rrr lll mm iii rrr lll mmm ii rrr aaa oo sss ddd aaa ooo ss ddd aaa tt hhh eee nnn ttt hh eee nnn ttt iii rrr lll mmm ii rrr lll mmm iii ddd aaa ooo ss ddd aaa ooo sss dd nnn ttt hh eee nnn ttt hhh ee nnn mmm ii rrr lll mmm iii rr lll mmm ss ddd aaa ooo sss dd aaa ooo sss eee nnn ttt hhh ee nnn ttt hhh eee lll mmm iii rr lll mmm iii rrr ll ooo sss dd aaa ooo sss ddd aa ooo hhh ee nnn ttt hhh eee nn ttt hhh rr lll mmm iii rrr ll mmm iii rrr aaa ooo sss ddd aa ooo sss ddd aaa ttt hhh eee nn ttt hhh eee nnn tt iii rrr ll mmm iii rrr lll mm iii ddd aa ooo sss ddd aaa oo sss ddd nn ttt hhh eee nnn tt hhh eee nnn mmm iii rrr lll mm iii rrr lll mmm sss ddd aaa oo sss ddd aaa ooo ss eee nnn tt hhh eee nnn ttt hh eee lll mm iii rrr lll mmm ii rrr lll oo sss ddd aaa ooo ss ddd aaa ooo hhh eee nnn ttt hh eee nnn ttt hhh rrr lll mmm ii rrr lll mmm iii rr aaa ooo ss ddd aaa ooo sss dd aaa ttt hh eee nnn ttt hhh ee nnn ttt ii rrr lll mmm iii rr lll mmm iii ddd aaa ooo sss dd aaa ooo sss ddd nnn ttt hhh ee nnn ttt hhh eee nn mmm iii rr lll mmm iii rrr ll mmm sss dd aaa ooo sss ddd aa ooo sss ee nnn ttt hhh eee nn ttt hhh eee lll mmm iii rrr ll mmm iii rrr lll ooo sss ddd aa ooo sss ddd aaa oo hhh eee nn ttt hhh eee nnn tt hhh rrr ll mmm iii rrr lll mm iii rrr aa ooo sss ddd aaa oo sss ddd aaa ttt hhh eee nnn tt hhh eee nnn ttt iii rrr lll mm iii rrr lll mmm ii ddd aaa oo sss ddd aaa ooo ss ddd nnn tt hhh eee nnn ttt hh eee nnn mm iii rrr lll mmm ii rrr lll mmm sss ddd aaa ooo ss ddd aaa ooo sss eee nnn ttt hh eee nnn ttt hhh ee lll mmm ii rrr lll mmm iii rr lll ooo ss ddd aaa ooo sss dd aaa ooo hh eee nnn ttt hhh ee nnn ttt hhh rrr lll mmm iii rr lll mmm iii rrr aaa ooo sss dd aaa ooo sss ddd aa ttt hhh ee nnn ttt hhh eee nn ttt iii rr lll mmm iii rrr ll mmm iii dd aaa ooo sss ddd aa ooo sss ddd nnn ttt hhh eee nn ttt hhh eee nnn mmm iii rrr ll mmm iii rrr lll mm sss ddd aa ooo sss ddd aaa oo sss eee nn ttt hhh eee nnn tt hhh eee ll mmm iii rrr lll mm iii rrr lll ooo sss ddd aaa oo sss ddd aaa ooo hhh eee nnn tt hhh eee nnn ttt hh rrr lll mm iii rrr lll mmm ii rrr aaa oo sss ddd aaa ooo ss ddd aaa tt hhh eee nnn ttt hh eee nnn ttt iii rrr lll mmm ii rrr lll mmm iii ddd aaa ooo ss ddd aaa ooo sss dd nnn ttt hh eee nnn ttt hhh ee nnn mmm ii rrr lll mmm iii rr lll mmm ss ddd aaa ooo sss dd aaa ooo sss eee nnn ttt hhh ee nnn ttt hhh eee lll mmm iii rr lll mmm iii rrr ll ooo sss dd aaa ooo sss ddd aa ooo hhh ee nnn ttt hhh eee nn ttt hhh rr lll mmm iii rrr ll mmm iii rrr aaa ooo sss ddd aa ooo sss ddd aaa ttt hhh eee nn ttt hhh eee nnn tt iii rrr ll mmm iii rrr lll mm iii ddd aa ooo sss ddd aaa oo sss ddd nn ttt hhh eee nnn tt hhh eee nnn mmm iii rrr lll mm iii rrr lll mmm sss ddd aaa oo sss ddd aaa ooo ss eee nnn tt hhh eee nnn ttt hh eee lll mm iii rrr lll mmm ii rrr lll oo sss ddd aaa ooo ss ddd aaa ooo hhh eee nnn ttt hh eee nnn ttt hhh rrr lll mmm ii rrr lll mmm iii rr aaa ooo ss ddd aaa ooo sss dd aaa ttt hh eee nnn ttt hhh ee nnn ttt ii rrr lll mmm iii rr lll mmm iii ddd aaa ooo sss dd aaa ooo sss ddd nnn ttt hhh ee nnn ttt hhh eee nn mmm iii rr lll mmm iii rrr ll mmm sss dd aaa ooo sss ddd aa ooo sss ee nnn ttt hhh eee nn ttt hhh eee lll mmm iii rrr ll mmm iii rrr lll ooo sss ddd aa ooo sss ddd aaa oo hhh eee nn ttt hhh eee nnn tt hhh rrr ll mmm iii rrr lll mm iii rrr aa ooo sss ddd aaa oo sss ddd aaa ttt hhh eee nnn tt hhh eee nnn ttt iii rrr lll mm iii rrr lll mmm ii ddd aaa oo sss ddd aaa ooo ss ddd nnn tt hhh eee nnn ttt hh eee nnn mm iii rrr lll mmm ii rrr lll mmm sss ddd aaa ooo ss ddd aaa ooo sss eee nnn ttt hh eee nnn ttt hhh ee lll mmm ii rrr lll mmm iii rr lll ooo ss ddd aaa ooo sss dd aaa ooo hh eee nnn ttt hhh ee nnn ttt hhh rrr lll mmm iii rr lll mmm iii rrr aaa ooo sss dd aaa ooo sss ddd aa ttt hhh ee nnn ttt hhh eee nn ttt iii rr lll mmm iii rrr ll mmm iii dd aaa ooo sss ddd aa ooo sss ddd nnn ttt hhh eee nn ttt hhh eee nnn mmm iii rrr ll mmm iii rrr lll mm sss ddd aa ooo sss ddd aaa oo sss eee nn ttt hhh eee nnn tt hhh eee ll mmm iii rrr lll mm iii rrr lll ooo sss ddd aaa oo sss ddd aaa ooo hhh eee nnn tt hhh eee nnn ttt hh rrr lll mm iii rrr lll mmm ii rrr aaa oo sss ddd aaa ooo ss ddd aaa tt hhh eee nnn ttt hh eee nnn ttt iii rrr lll mmm ii rrr lll mmm iii ddd aaa ooo ss ddd aaa ooo sss dd nnn ttt hh eee nnn ttt hhh ee nnn mmm ii rrr lll mmm iii rr lll mmm ss ddd aaa ooo sss dd aaa ooo sss eee nnn ttt hhh ee nnn ttt hhh eee lll mmm iii rr lll mmm iii rrr ll ooo sss dd aaa ooo sss ddd aa ooo hhh ee nnn ttt hhh eee nn ttt hhh rr lll mmm iii rrr ll mmm iii rrr aaa ooo sss ddd aa ooo sss ddd aaa ttt hhh eee nn ttt hhh eee nnn tt iii rrr ll mmm iii rrr lll mm iii ddd aa ooo sss ddd aaa oo sss ddd nn ttt hhh eee nnn tt hhh eee nnn mmm iii rrr lll mm iii rrr lll mmm sss ddd aaa oo sss ddd aaa ooo ss eee nnn tt hhh eee nnn ttt hh eee lll mm iii rrr lll mmm ii rrr lll oo sss ddd aaa ooo ss ddd aaa ooo hhh eee nnn ttt hh eee nnn ttt hhh rrr lll mmm ii rrr lll mmm iii rr aaa ooo ss ddd aaa ooo sss dd aaa ttt hh eee nnn ttt hhh ee nnn ttt ii rrr lll mmm iii rr lll mmm iii ddd aaa ooo sss dd aaa ooo sss ddd nnn ttt hhh ee nnn ttt hhh eee nn mmm iii rr lll mmm iii rrr ll mmm sss dd aaa ooo sss ddd aa ooo sss ee nnn ttt hhh eee nn ttt hhh eee lll mmm iii rrr ll mmm iii rrr lll ooo sss ddd aa ooo sss ddd aaa oo hhh eee nn ttt hhh eee nnn tt hhh rrr ll mmm iii rrr lll mm iii rrr aa ooo sss ddd aaa oo sss ddd aaa ttt hhh eee nnn tt hhh eee nnn ttt iii rrr lll mm iii rrr lll mmm ii ddd aaa oo sss ddd aaa ooo ss ddd nnn tt hhh eee nnn ttt hh eee nnn mm iii rrr lll mmm ii rrr lll mmm sss ddd aaa ooo ss ddd aaa ooo sss eee nnn ttt hh eee nnn ttt hhh ee lll mmm ii rrr lll mmm iii rr lll ooo ss ddd aaa ooo sss dd aaa ooo hh eee nnn ttt hhh ee nnn ttt hhh rrr lll mmm iii rr lll mmm iii rrr aaa ooo sss dd aaa ooo sss ddd aa ttt hhh ee nnn ttt hhh eee nn ttt iii rr lll mmm iii rrr ll mmm iii dd aaa ooo sss ddd aa ooo sss ddd nnn ttt hhh eee nn ttt hhh eee nnn mmm iii rrr ll mmm iii rrr lll mm sss ddd aa ooo sss ddd aaa oo sss eee nn ttt hhh eee nnn tt hhh eee ll mmm iii rrr lll mm iii rrr lll ooo sss ddd aaa oo sss ddd aaa ooo hhh eee nnn tt hhh eee nnn ttt hh rrr lll mm iii rrr lll mmm ii rrr aaa oo sss ddd aaa ooo ss ddd aaa tt hhh eee nnn ttt hh eee nnn ttt iii rrr lll mmm ii rrr lll mmm iii ddd aaa ooo ss ddd aaa ooo sss dd nnn ttt hh eee nnn ttt hhh ee nnn mmm ii rrr lll mmm iii rr lll mmm ss ddd aaa ooo sss dd aaa ooo sss eee nnn ttt hhh ee nnn ttt hhh eee lll mmm iii rr lll mmm iii rrr ll ooo sss dd aaa ooo sss ddd aa ooo hhh ee nnn ttt hhh eee nn ttt hhh rr lll mmm iii rrr ll mmm iii rrr aaa ooo sss ddd aa ooo sss ddd aaa ttt hhh eee nn ttt hhh eee nnn tt iii rrr ll mmm iii rrr lll mm iii ddd aa ooo sss ddd aaa oo sss ddd nn ttt hhh eee nnn tt hhh eee nnn mmm iii rrr lll mm iii rrr lll mmm sss ddd aaa oo sss ddd aaa ooo ss eee nnn tt hhh eee nnn ttt hh eee lll mm iii rrr lll mmm ii rrr lll oo sss ddd aaa ooo ss ddd aaa ooo hhh eee nnn ttt hh eee nnn ttt hhh rrr lll mmm ii rrr lll mmm iii rr aaa ooo ss ddd aaa ooo sss dd aaa ttt hh eee nnn ttt hhh ee nnn ttt <box>421 34 550 1158</box>
desperate-engagement: DESPERATE ENGAGEMENT BETWEEN THE BRITISH AND AFGHANS. <box>564 87 679 111</box>
column-news-6 <box>690 34 826 1424</box>
von-mirbach-text: aa ooo sss ddd aaa oo sss ddd aaa ttt hhh eee nnn tt hhh eee nnn ttt iii rrr lll mm iii rrr lll mmm ii ddd aaa oo sss ddd aaa ooo ss ddd nnn tt hhh eee nnn ttt hh eee nnn mm iii rrr lll mmm ii rrr lll mmm sss ddd aaa ooo ss ddd aaa ooo sss eee nnn ttt hh eee nnn ttt hhh ee lll mmm ii rrr lll mmm iii rr lll ooo ss ddd aaa ooo sss dd aaa ooo hh eee nnn ttt hhh ee nnn ttt hhh rrr lll mmm iii rr lll mmm iii rrr <box>149 157 278 222</box>
news-text-col6: aa ooo sss ddd aaa oo sss ddd aaa ttt hhh eee nnn tt hhh eee nnn ttt iii rrr lll mm iii rrr lll mmm ii ddd aaa oo sss ddd aaa ooo ss ddd nnn tt hhh eee nnn ttt hh eee nnn mm iii rrr lll mmm ii rrr lll mmm sss ddd aaa ooo ss ddd aaa ooo sss eee nnn ttt hh eee nnn ttt hhh ee lll mmm ii rrr lll mmm iii rr lll ooo ss ddd aaa ooo sss dd aaa ooo hh eee nnn ttt hhh ee nnn ttt hhh rrr lll mmm iii rr lll mmm iii rrr aaa ooo sss dd aaa ooo sss ddd aa ttt hhh ee nnn ttt hhh eee nn ttt iii rr lll mmm iii rrr ll mmm iii dd aaa ooo sss ddd aa ooo sss ddd nnn ttt hhh eee nn ttt hhh eee nnn mmm iii rrr ll mmm iii rrr lll mm sss ddd aa ooo sss ddd aaa oo sss eee nn ttt hhh eee nnn tt hhh eee ll mmm iii rrr lll mm iii rrr lll ooo sss ddd aaa oo sss ddd aaa ooo hhh eee nnn tt hhh eee nnn ttt hh rrr lll mm iii rrr lll mmm ii rrr aaa oo sss ddd aaa ooo ss ddd aaa tt hhh eee nnn ttt hh eee nnn ttt iii rrr lll mmm ii rrr lll mmm iii ddd aaa ooo ss ddd aaa ooo sss dd nnn ttt hh eee nnn ttt hhh ee nnn mmm ii rrr lll mmm iii rr lll mmm ss ddd aaa ooo sss dd aaa ooo sss eee nnn ttt hhh ee nnn ttt hhh eee lll mmm iii rr lll mmm iii rrr ll ooo sss dd aaa ooo sss ddd aa ooo hhh ee nnn ttt hhh eee nn ttt hhh rr lll mmm iii rrr ll mmm iii rrr aaa ooo sss ddd aa ooo sss ddd aaa ttt hhh eee nn ttt hhh eee nnn tt iii rrr ll mmm iii rrr lll mm iii ddd aa ooo sss ddd aaa oo sss ddd nn ttt hhh eee nnn tt hhh eee nnn mmm iii rrr lll mm iii rrr lll mmm sss ddd aaa oo sss ddd aaa ooo ss eee nnn tt hhh eee nnn ttt hh eee lll mm iii rrr lll mmm ii rrr lll oo sss ddd aaa ooo ss ddd aaa ooo hhh eee nnn ttt hh eee nnn ttt hhh rrr lll mmm ii rrr lll mmm iii rr aaa ooo ss ddd aaa ooo sss dd aaa ttt hh eee nnn ttt hhh ee nnn ttt ii rrr lll mmm iii rr lll mmm iii ddd aaa ooo sss dd aaa ooo sss ddd nnn ttt hhh ee nnn ttt hhh eee nn mmm iii rr lll mmm iii rrr ll mmm sss dd aaa ooo sss ddd aa ooo sss ee nnn ttt hhh eee nn ttt hhh eee lll mmm iii rrr ll mmm iii rrr lll ooo sss ddd aa ooo sss ddd aaa oo hhh eee nn ttt hhh eee nnn tt hhh rrr ll mmm iii rrr lll mm iii rrr aa ooo sss ddd aaa oo sss ddd aaa ttt hhh eee nnn tt hhh eee nnn ttt iii rrr lll mm iii rrr lll mmm ii ddd aaa oo sss ddd aaa ooo ss ddd nnn tt hhh eee nnn ttt hh eee nnn mm iii rrr lll mmm ii rrr lll mmm sss ddd aaa ooo ss ddd aaa ooo sss eee nnn ttt hh eee nnn ttt hhh ee lll mmm ii rrr lll mmm iii rr lll ooo ss ddd aaa ooo sss dd aaa ooo hh eee nnn ttt hhh ee nnn ttt hhh rrr lll mmm iii rr lll mmm iii rrr aaa ooo sss dd aaa ooo sss ddd aa ttt hhh ee nnn ttt hhh eee nn ttt iii rr lll mmm iii rrr ll mmm iii dd aaa ooo sss ddd aa ooo sss ddd nnn ttt hhh eee nn ttt hhh eee nnn mmm iii rrr ll mmm iii rrr lll mm sss ddd aa ooo sss ddd aaa oo sss eee nn ttt hhh eee nnn tt hhh eee ll mmm iii rrr lll mm iii rrr lll ooo sss ddd aaa oo sss ddd aaa ooo hhh eee nnn tt hhh eee nnn ttt hh rrr lll mm iii rrr lll mmm ii rrr aaa oo sss ddd aaa ooo ss ddd aaa tt hhh eee nnn ttt hh eee nnn ttt iii rrr lll mmm ii rrr lll mmm iii ddd aaa ooo ss ddd aaa ooo sss dd nnn ttt hh eee nnn ttt hhh ee nnn mmm ii rrr lll mmm iii rr lll mmm ss ddd aaa ooo sss dd aaa ooo sss eee nnn ttt hhh ee nnn ttt hhh eee lll mmm iii rr lll mmm iii rrr ll ooo sss dd aaa ooo sss ddd aa ooo hhh ee nnn ttt hhh eee nn ttt hhh rr lll mmm iii rrr ll mmm iii rrr aaa ooo sss ddd aa ooo sss ddd aaa ttt hhh eee nn ttt hhh eee nnn tt iii rrr ll mmm iii rrr lll mm iii ddd aa ooo sss ddd aaa oo sss ddd nn ttt hhh eee nnn tt hhh eee nnn mmm iii rrr lll mm iii rrr lll mmm sss ddd aaa oo sss ddd aaa ooo ss eee nnn tt hhh eee nnn ttt hh eee lll mm iii rrr lll mmm ii rrr lll oo sss ddd aaa ooo ss ddd aaa ooo hhh eee nnn ttt hh eee nnn ttt hhh rrr lll mmm ii rrr lll mmm iii rr aaa ooo ss ddd aaa ooo sss dd aaa ttt hh eee nnn ttt hhh ee nnn ttt ii rrr lll mmm iii rr lll mmm iii ddd aaa ooo sss dd aaa ooo sss ddd nnn ttt hhh ee nnn ttt hhh eee nn mmm iii rr lll mmm iii rrr ll mmm sss dd aaa ooo sss ddd aa ooo sss ee nnn ttt hhh eee nn ttt hhh eee lll mmm iii rrr ll mmm iii rrr lll ooo sss ddd aa ooo sss ddd aaa oo hhh eee nn ttt hhh eee nnn tt hhh rrr ll mmm iii rrr lll mm iii rrr aa ooo sss ddd aaa oo sss ddd aaa ttt hhh eee nnn tt hhh eee nnn ttt iii rrr lll mm iii rrr lll mmm ii ddd aaa oo sss ddd aaa ooo ss ddd nnn tt hhh eee nnn ttt hh eee nnn mm iii rrr lll mmm ii rrr lll mmm sss ddd aaa ooo ss ddd aaa ooo sss eee nnn ttt hh eee nnn ttt hhh ee lll mmm ii rrr lll mmm iii rr lll ooo ss ddd aaa ooo sss dd aaa ooo hh eee nnn ttt hhh ee nnn ttt hhh rrr lll mmm iii rr lll mmm iii rrr aaa ooo sss dd aaa ooo sss ddd aa ttt hhh ee nnn ttt hhh eee nn ttt iii rr lll mmm iii rrr ll mmm iii dd aaa ooo sss ddd aa ooo sss ddd nnn ttt hhh eee nn ttt hhh eee nnn mmm iii rrr ll mmm iii rrr lll mm sss ddd aa ooo sss ddd aaa oo sss eee nn ttt hhh eee nnn tt hhh eee ll mmm iii rrr lll mm iii rrr lll ooo sss ddd aaa oo sss ddd aaa ooo hhh eee nnn tt hhh eee nnn ttt hh rrr lll mm iii rrr lll mmm ii rrr aaa oo sss ddd aaa ooo ss ddd aaa tt hhh eee nnn ttt hh eee nnn ttt iii rrr lll mmm ii rrr lll mmm iii ddd aaa ooo ss ddd aaa ooo sss dd nnn ttt hh eee nnn ttt hhh ee nnn mmm ii rrr lll mmm iii rr lll mmm ss ddd aaa ooo sss dd aaa ooo sss eee nnn ttt hhh ee nnn ttt hhh eee lll mmm iii rr lll mmm iii rrr ll ooo sss dd aaa ooo sss ddd aa ooo hhh ee nnn ttt hhh eee nn ttt hhh rr lll mmm iii rrr ll mmm iii rrr aaa ooo sss ddd aa ooo sss ddd aaa ttt hhh eee nn ttt hhh eee nnn tt iii rrr ll mmm iii rrr lll mm iii ddd aa ooo sss ddd aaa oo sss ddd nn ttt hhh eee nnn tt hhh eee nnn mmm iii rrr lll mm iii rrr lll mmm sss ddd aaa oo sss ddd aaa ooo ss eee nnn tt hhh eee nnn ttt hh eee lll mm iii rrr lll mmm ii rrr lll oo sss ddd aaa ooo ss ddd aaa ooo hhh eee nnn ttt hh eee nnn ttt hhh rrr lll mmm ii rrr lll mmm iii rr aaa ooo ss ddd aaa ooo sss dd aaa ttt hh eee nnn ttt hhh ee nnn ttt ii rrr lll mmm iii rr lll mmm iii ddd aaa ooo sss dd aaa ooo sss ddd nnn ttt hhh ee nnn ttt hhh eee nn mmm iii rr lll mmm iii rrr ll mmm sss dd aaa ooo sss ddd aa ooo sss ee nnn ttt hhh eee nn ttt hhh eee lll mmm iii rrr ll mmm iii rrr lll ooo sss ddd aa ooo sss ddd aaa oo hhh eee nn ttt hhh eee nnn tt hhh rrr ll mmm iii rrr lll mm iii rrr aa ooo sss ddd aaa oo sss ddd aaa ttt hhh eee nnn tt hhh eee nnn ttt iii rrr lll mm iii rrr lll mmm ii ddd aaa oo sss ddd aaa ooo ss ddd nnn tt hhh eee nnn ttt hh eee nnn mm iii rrr lll mmm ii rrr lll mmm sss ddd aaa ooo ss ddd aaa ooo sss eee nnn ttt hh eee nnn ttt hhh ee lll mmm ii rrr lll mmm iii rr lll ooo ss ddd aaa ooo sss dd aaa ooo hh eee nnn ttt hhh ee nnn ttt hhh rrr lll mmm iii rr lll mmm iii rrr aaa ooo sss dd aaa ooo sss ddd aa ttt hhh ee nnn ttt hhh eee nn ttt iii rr lll mmm iii rrr ll mmm iii dd aaa ooo sss ddd aa ooo sss ddd nnn ttt hhh eee nn ttt hhh eee nnn mmm iii rrr ll mmm iii rrr lll mm sss ddd aa ooo sss ddd aaa oo sss eee nn ttt hhh eee nnn tt hhh eee ll mmm iii rrr lll mm iii rrr lll ooo sss ddd aaa oo sss ddd aaa ooo hhh eee nnn tt hhh eee nnn ttt hh rrr lll mm iii rrr lll mmm ii rrr aaa oo sss ddd aaa ooo ss ddd aaa tt hhh eee nnn ttt hh eee nnn ttt iii rrr lll mmm ii rrr lll mmm iii ddd aaa ooo ss ddd aaa ooo sss dd nnn ttt hh eee nnn ttt hhh ee nnn mmm ii rrr lll mmm iii rr lll mmm ss ddd aaa ooo sss dd aaa ooo sss eee nnn ttt hhh ee nnn ttt hhh eee lll mmm iii rr lll mmm iii rrr ll ooo sss dd aaa ooo sss ddd aa ooo hhh ee nnn ttt hhh eee nn ttt hhh rr lll mmm iii rrr ll mmm iii rrr aaa ooo sss ddd aa ooo sss ddd aaa ttt hhh eee nn ttt hhh eee nnn tt iii rrr ll mmm iii rrr lll mm iii ddd aa ooo sss ddd aaa oo sss ddd nn ttt hhh eee nnn tt hhh eee nnn mmm iii rrr lll mm iii rrr lll mmm sss ddd aaa oo sss ddd aaa ooo ss eee nnn tt hhh eee nnn ttt hh eee lll mm iii rrr lll mmm ii rrr lll oo sss ddd aaa ooo ss ddd aaa ooo hhh eee nnn ttt hh eee nnn ttt hhh rrr lll mmm ii rrr lll mmm iii rr aaa ooo ss ddd aaa ooo sss dd aaa ttt hh eee nnn ttt hhh ee nnn ttt <box>693 34 822 1158</box>
telegraphic-news-heading: TELEGRAPHIC NEWS. <box>557 343 686 355</box>
clothing-bargains: Extra Special Bargains THIS WEEK. In Men's and Boys' CLOTHING. <box>159 411 268 435</box>
telegraph-shipping-text: aa ooo sss ddd aaa oo sss ddd aaa ttt hhh eee nnn tt hhh eee nnn ttt iii rrr lll mm iii rrr lll mmm ii ddd aaa oo sss ddd aaa ooo ss ddd nnn tt hhh eee nnn ttt hh eee nnn mm iii rrr lll mmm ii rrr lll mmm sss ddd aaa ooo ss ddd aaa ooo sss eee nnn ttt hh eee nnn ttt hhh ee lll mmm ii rrr lll mmm iii rr lll ooo ss ddd aaa ooo sss dd aaa ooo hh eee nnn ttt hhh ee nnn ttt hhh rrr lll mmm iii rr lll mmm iii rrr aaa ooo sss dd aaa ooo sss ddd aa ttt hhh ee nnn ttt hhh eee nn ttt iii rr lll mmm iii rrr ll mmm iii dd aaa ooo sss ddd aa ooo sss ddd nnn ttt hhh eee nn ttt hhh eee nnn mmm iii rrr ll mmm iii rrr lll mm sss ddd aa ooo sss ddd aaa oo sss eee nn ttt hhh eee nnn tt hhh eee ll mmm iii rrr lll mm iii rrr lll ooo sss ddd aaa oo sss ddd aaa ooo hhh eee nnn tt hhh eee nnn ttt hh rrr lll mm iii rrr lll mmm ii rrr aaa oo sss ddd aaa ooo ss ddd aaa tt hhh eee nnn ttt hh eee nnn ttt iii rrr lll mmm ii rrr lll mmm iii ddd aaa ooo ss ddd aaa ooo sss dd <box>13 401 142 537</box>
news-text-col7: aa ooo sss ddd aaa oo sss ddd aaa ttt hhh eee nnn tt hhh eee nnn ttt iii rrr lll mm iii rrr lll mmm ii ddd aaa oo sss ddd aaa ooo ss ddd nnn tt hhh eee nnn ttt hh eee nnn mm iii rrr lll mmm ii rrr lll mmm sss ddd aaa ooo ss ddd aaa ooo sss eee nnn ttt hh eee nnn ttt hhh ee lll mmm ii rrr lll mmm iii rr lll ooo ss ddd aaa ooo sss dd aaa ooo hh eee nnn ttt hhh ee nnn ttt hhh rrr lll mmm iii rr lll mmm iii rrr aaa ooo sss dd aaa ooo sss ddd aa ttt hhh ee nnn ttt hhh eee nn ttt iii rr lll mmm iii rrr ll mmm iii dd aaa ooo sss ddd aa ooo sss ddd nnn ttt hhh eee nn ttt hhh eee nnn mmm iii rrr ll mmm iii rrr lll mm sss ddd aa ooo sss ddd aaa oo sss eee nn ttt hhh eee nnn tt hhh eee ll mmm iii rrr lll mm iii rrr lll ooo sss ddd aaa oo sss ddd aaa ooo hhh eee nnn tt hhh eee nnn ttt hh rrr lll mm iii rrr lll mmm ii rrr aaa oo sss ddd aaa ooo ss ddd aaa tt hhh eee nnn ttt hh eee nnn ttt iii rrr lll mmm ii rrr lll mmm iii ddd aaa ooo ss ddd aaa ooo sss dd nnn ttt hh eee nnn ttt hhh ee nnn mmm ii rrr lll mmm iii rr lll mmm ss ddd aaa ooo sss dd aaa ooo sss eee nnn ttt hhh ee nnn ttt hhh eee lll mmm iii rr lll mmm iii rrr ll ooo sss dd aaa ooo sss ddd aa ooo hhh ee nnn ttt hhh eee nn ttt hhh rr lll mmm iii rrr ll mmm iii rrr aaa ooo sss ddd aa ooo sss ddd aaa ttt hhh eee nn ttt hhh eee nnn tt iii rrr ll mmm iii rrr lll mm iii ddd aa ooo sss ddd aaa oo sss ddd nn ttt hhh eee nnn tt hhh eee nnn mmm iii rrr lll mm iii rrr lll mmm sss ddd aaa oo sss ddd aaa ooo ss eee nnn tt hhh eee nnn ttt hh eee lll mm iii rrr lll mmm ii rrr lll oo sss ddd aaa ooo ss ddd aaa ooo hhh eee nnn ttt hh eee nnn ttt hhh rrr lll mmm ii rrr lll mmm iii rr aaa ooo ss ddd aaa ooo sss dd aaa ttt hh eee nnn ttt hhh ee nnn ttt ii rrr lll mmm iii rr lll mmm iii ddd aaa ooo sss dd aaa ooo sss ddd nnn ttt hhh ee nnn ttt hhh eee nn mmm iii rr lll mmm iii rrr ll mmm sss dd aaa ooo sss ddd aa ooo sss ee nnn ttt hhh eee nn ttt hhh eee lll mmm iii rrr ll mmm iii rrr lll ooo sss ddd aa ooo sss ddd aaa oo hhh eee nn ttt hhh eee nnn tt hhh rrr ll mmm iii rrr lll mm iii rrr aa ooo sss ddd aaa oo sss ddd aaa ttt hhh eee nnn tt hhh eee nnn ttt iii rrr lll mm iii rrr lll mmm ii ddd aaa oo sss ddd aaa ooo ss ddd nnn tt hhh eee nnn ttt hh eee nnn mm iii rrr lll mmm ii rrr lll mmm sss ddd aaa ooo ss ddd aaa ooo sss eee nnn ttt hh eee nnn ttt hhh ee lll mmm ii rrr lll mmm iii rr lll ooo ss ddd aaa ooo sss dd aaa ooo hh eee nnn ttt hhh ee nnn ttt hhh rrr lll mmm iii rr lll mmm iii rrr aaa ooo sss dd aaa ooo sss ddd aa ttt hhh ee nnn ttt hhh eee nn ttt iii rr lll mmm iii rrr ll mmm iii dd aaa ooo sss ddd aa ooo sss ddd nnn ttt hhh eee nn ttt hhh eee nnn mmm iii rrr ll mmm iii rrr lll mm sss ddd aa ooo sss ddd aaa oo sss eee nn ttt hhh eee nnn tt hhh eee ll mmm iii rrr lll mm iii rrr lll ooo sss ddd aaa oo sss ddd aaa ooo hhh eee nnn tt hhh eee nnn ttt hh rrr lll mm iii rrr lll mmm ii rrr aaa oo sss ddd aaa ooo ss ddd aaa tt hhh eee nnn ttt hh eee nnn ttt iii rrr lll mmm ii rrr lll mmm iii ddd aaa ooo ss ddd aaa ooo sss dd nnn ttt hh eee nnn ttt hhh ee nnn mmm ii rrr lll mmm iii rr lll mmm ss ddd aaa ooo sss dd aaa ooo sss eee nnn ttt hhh ee nnn ttt hhh eee lll mmm iii rr lll mmm iii rrr ll ooo sss dd aaa ooo sss ddd aa ooo hhh ee nnn ttt hhh eee nn ttt hhh rr lll mmm iii rrr ll mmm iii rrr aaa ooo sss ddd aa ooo sss ddd aaa ttt hhh eee nn ttt hhh eee nnn tt iii rrr ll mmm iii rrr lll mm iii ddd aa ooo sss ddd aaa oo sss ddd nn ttt hhh eee nnn tt hhh eee nnn mmm iii rrr lll mm iii rrr lll mmm sss ddd aaa oo sss ddd aaa ooo ss eee nnn tt hhh eee nnn ttt hh eee lll mm iii rrr lll mmm ii rrr lll oo sss ddd aaa ooo ss ddd aaa ooo hhh eee nnn ttt hh eee nnn ttt hhh rrr lll mmm ii rrr lll mmm iii rr aaa ooo ss ddd aaa ooo sss dd aaa ttt hh eee nnn ttt hhh ee nnn ttt ii rrr lll mmm iii rr lll mmm iii ddd aaa ooo sss dd aaa ooo sss ddd nnn ttt hhh ee nnn ttt hhh eee nn mmm iii rr lll mmm iii rrr ll mmm sss dd aaa ooo sss ddd aa ooo sss ee nnn ttt hhh eee nn ttt hhh eee lll mmm iii rrr ll mmm iii rrr lll ooo sss ddd aa ooo sss ddd aaa oo hhh eee nn ttt hhh eee nnn tt hhh rrr ll mmm iii rrr lll mm iii rrr aa ooo sss ddd aaa oo sss ddd aaa ttt hhh eee nnn tt hhh eee nnn ttt iii rrr lll mm iii rrr lll mmm ii ddd aaa oo sss ddd aaa ooo ss ddd nnn tt hhh eee nnn ttt hh eee nnn mm iii rrr lll mmm ii rrr lll mmm sss ddd aaa ooo ss ddd aaa ooo sss eee nnn ttt hh eee nnn ttt hhh ee lll mmm ii rrr lll mmm iii rr lll ooo ss ddd aaa ooo sss dd aaa ooo hh eee nnn ttt hhh ee nnn ttt hhh rrr lll mmm iii rr lll mmm iii rrr aaa ooo sss dd aaa ooo sss ddd aa ttt hhh ee nnn ttt hhh eee nn ttt iii rr lll mmm iii rrr ll mmm iii dd aaa ooo sss ddd aa ooo sss ddd nnn ttt hhh eee nn ttt hhh eee nnn mmm iii rrr ll mmm iii rrr lll mm sss ddd aa ooo sss ddd aaa oo sss eee nn ttt hhh eee nnn tt hhh eee ll mmm iii rrr lll mm iii rrr lll ooo sss ddd aaa oo sss ddd aaa ooo hhh eee nnn tt hhh eee nnn ttt hh rrr lll mm iii rrr lll mmm ii rrr aaa oo sss ddd aaa ooo ss ddd aaa tt hhh eee nnn ttt hh eee nnn ttt iii rrr lll mmm ii rrr lll mmm iii ddd aaa ooo ss ddd aaa ooo sss dd nnn ttt hh eee nnn ttt hhh ee nnn mmm ii rrr lll mmm iii rr lll mmm ss ddd aaa ooo sss dd aaa ooo sss eee nnn ttt hhh ee nnn ttt hhh eee lll mmm iii rr lll mmm iii rrr ll ooo sss dd aaa ooo sss ddd aa ooo hhh ee nnn ttt hhh eee nn ttt hhh rr lll mmm iii rrr ll mmm iii rrr aaa ooo sss ddd aa ooo sss ddd aaa ttt hhh eee nn ttt hhh eee nnn tt iii rrr ll mmm iii rrr lll mm iii ddd aa ooo sss ddd aaa oo sss ddd nn ttt hhh eee nnn tt hhh eee nnn mmm iii rrr lll mm iii rrr lll mmm sss ddd aaa oo sss ddd aaa ooo ss eee nnn tt hhh eee nnn ttt hh eee lll mm iii rrr lll mmm ii rrr lll oo sss ddd aaa ooo ss ddd aaa ooo hhh eee nnn ttt hh eee nnn ttt hhh rrr lll mmm ii rrr lll mmm iii rr aaa ooo ss ddd aaa ooo sss dd aaa ttt hh eee nnn ttt hhh ee nnn ttt ii rrr lll mmm iii rr lll mmm iii ddd aaa ooo sss dd aaa ooo sss ddd nnn ttt hhh ee nnn ttt hhh eee nn mmm iii rr lll mmm iii rrr ll mmm sss dd aaa ooo sss ddd aa ooo sss ee nnn ttt hhh eee nn ttt hhh eee lll mmm iii rrr ll mmm iii rrr lll ooo sss ddd aa ooo sss ddd aaa oo hhh eee nn ttt hhh eee nnn tt hhh rrr ll mmm iii rrr lll mm iii rrr aa ooo sss ddd aaa oo sss ddd aaa ttt hhh eee nnn tt hhh eee nnn ttt iii rrr lll mm iii rrr lll mmm ii ddd aaa oo sss ddd aaa ooo ss ddd nnn tt hhh eee nnn ttt hh eee nnn mm iii rrr lll mmm ii rrr lll mmm sss ddd aaa ooo ss ddd aaa ooo sss eee nnn ttt hh eee nnn ttt hhh ee lll mmm ii rrr lll mmm iii rr lll ooo ss ddd aaa ooo sss dd aaa ooo hh eee nnn ttt hhh ee nnn ttt hhh rrr lll mmm iii rr lll mmm iii rrr aaa ooo sss dd aaa ooo sss ddd aa ttt hhh ee nnn ttt hhh eee nn ttt iii rr lll mmm iii rrr ll mmm iii dd aaa ooo sss ddd aa ooo sss ddd nnn ttt hhh eee nn ttt hhh eee nnn mmm iii rrr ll mmm iii rrr lll mm sss ddd aa ooo sss ddd aaa oo sss eee nn ttt hhh eee nnn tt hhh eee ll mmm iii rrr lll mm iii rrr lll ooo sss ddd aaa oo sss ddd aaa ooo hhh eee nnn tt hhh eee nnn ttt hh rrr lll mm iii rrr lll mmm ii rrr aaa oo sss ddd aaa ooo ss ddd aaa tt hhh eee nnn ttt hh eee nnn ttt iii rrr lll mmm ii rrr lll mmm iii ddd aaa ooo ss ddd aaa ooo sss dd nnn ttt hh eee nnn ttt hhh ee nnn mmm ii rrr lll mmm iii rr lll mmm ss ddd aaa ooo sss dd aaa ooo sss eee nnn ttt hhh ee nnn ttt hhh eee lll mmm iii rr lll mmm iii rrr ll ooo sss dd aaa ooo sss ddd aa ooo hhh ee nnn ttt hhh eee nn ttt hhh rr lll mmm iii rrr ll mmm iii rrr aaa ooo sss ddd aa ooo sss ddd aaa ttt hhh eee nn ttt hhh eee nnn tt iii rrr ll mmm iii rrr lll mm iii ddd aa ooo sss ddd aaa oo sss ddd nn ttt hhh eee nnn tt hhh eee nnn mmm iii rrr lll mm iii rrr lll mmm sss ddd aaa oo sss ddd aaa ooo ss eee nnn tt hhh eee nnn ttt hh eee lll mm iii rrr lll mmm ii rrr lll oo sss ddd aaa ooo ss ddd aaa ooo hhh eee nnn ttt hh eee nnn ttt hhh rrr lll mmm ii rrr lll mmm iii rr aaa ooo ss ddd aaa ooo sss dd aaa ttt hh eee nnn ttt hhh ee nnn ttt <box>829 34 958 1158</box>
